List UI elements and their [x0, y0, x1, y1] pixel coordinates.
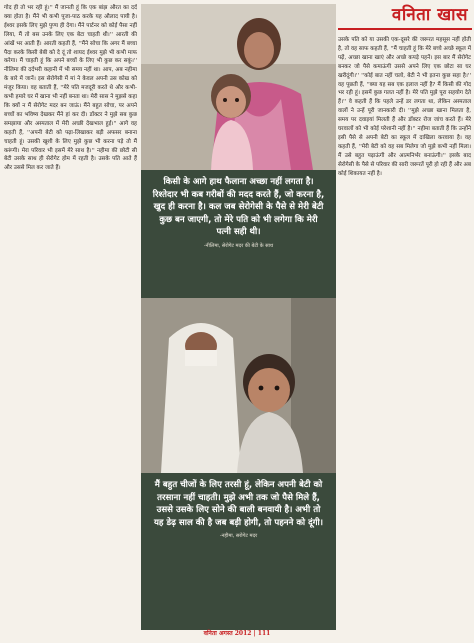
- magazine-header: [338, 2, 472, 30]
- photo-illustration: [141, 4, 336, 170]
- left-column-text: गोद ही तो भर रही हूं।'' मैं जानती हूं कि एक बांझ औरत का दर्द क्या होता है। मैंने भी कभी पूजा-पाठ करके यह औलाद पायी है। ईश्वर इसके लिए मुझे पुण्य ही देगा। मैंने पार्टनर को कोई पैसा नहीं लिया, मैं तो बस उनके लिए एक बेटा चाहती थी।'' आरती की आंखें भर आती हैं। आरती कहती हैं, ''मैंने सोचा कि अगर मैं बच्चा पैदा करके किसी बेबी को दे दूं तो शायद ईश्वर मुझे भी कभी माफ करेगा। मैं चाहती हूं कि अपने बच्चों के लिए भी कुछ कर सकूं।'' नीलिमा की दर्दभरी कहानी में भी समय नहीं था। आप, अब नहीमा के बारे में जानें। इस सेरोगेसी में मां ने केवल अपनी उस कोख को मंजूर किया। वह बताती हैं, ''मेरे पति मजदूरी करते थे और कभी-कभी हमारे घर में खाना भी नहीं बनता था। मेरी सास ने मुझसे कहा कि क्यों न मैं सेरोगेट मदर बन जाऊं। मैंने बहुत सोचा, पर अपने बच्चों का भविष्य देखकर मैंने हां कर दी। डॉक्टर ने मुझे सब कुछ समझाया और अस्पताल में मेरी अच्छी देखभाल हुई।'' आगे वह कहती हैं, ''अपनी बेटी को पढ़ा-लिखाकर बड़ी अफसर बनाना चाहती हूं। उसकी खुशी के लिए मुझे कुछ भी करना पड़े तो मैं करूंगी। मेरा परिवार भी इसमें मेरे साथ है।'' नहीमा की छोटी सी बेटी उसके साथ ही सेरोगेट होम में रहती है। उसके पति आते हैं और उससे मिल कर जाते हैं।: [4, 5, 137, 172]
- pull-quote-bottom-text: मैं बहुत चीजों के लिए तरसी हूं, लेकिन अपनी बेटी को तरसाना नहीं चाहती। मुझे अभी तक जो पैसे मिले हैं, उससे उसके लिए सोने की बाली बनवायी है। अभी तो यह डेढ़ साल की है जब बड़ी होगी, तो पहनने को दूंगी।: [153, 480, 324, 528]
- pull-quote-top-credit: -नीलिमा, सेरोगेट मदर की बेटी के साथ: [203, 242, 274, 249]
- photo-surrogate-with-child: [141, 298, 336, 473]
- photo-mother-with-baby: [141, 4, 336, 170]
- right-column-text: उसके पति को या उसकी एक-दूसरे की जरूरत महसूस नहीं होती है, तो वह साफ कहती हैं, ''मैं चाहती हूं कि मेरे बच्चे अच्छे स्कूल में पढ़ें, अच्छा खाना खाएं और अच्छे कपड़े पहनें। इस बार मैं सेरोगेट बनकर जो पैसे कमाऊंगी उससे अपने लिए एक छोटा सा घर खरीदूंगी।'' ''कोई बात नहीं चलो, बेटी ने भी इतना कुछ सहा है।'' वह पूछती हैं, ''क्या यह सब एक इलाज नहीं है? मैं किसी की गोद भर रही हूं। इसमें कुछ गलत नहीं है। मेरे पति मुझे पूरा सहयोग देते हैं।'' वे कहती हैं कि पहले उन्हें डर लगता था, लेकिन अस्पताल वालों ने उन्हें पूरी जानकारी दी। ''मुझे अच्छा खाना मिलता है, समय पर दवाइयां मिलती हैं और डॉक्टर रोज जांच करते हैं। मेरे घरवालों को भी कोई परेशानी नहीं है।'' नहीमा बताती हैं कि उन्होंने इसी पैसे से अपनी बेटी का स्कूल में दाखिला करवाया है। वह कहती हैं, ''मेरी बेटी को वह सब मिलेगा जो मुझे कभी नहीं मिला। मैं उसे बहुत पढ़ाऊंगी और आत्मनिर्भर बनाऊंगी।'' इसके बाद सेरोगेसी के पैसे से परिवार की सारी जरूरतें पूरी हो रही हैं और अब कोई शिकायत नहीं है।: [338, 37, 471, 177]
- article-right-column: [338, 36, 471, 626]
- pull-quote-top: [141, 170, 336, 298]
- article-left-column: [4, 4, 137, 626]
- page-footer: वनिता अगस्त 2012 | 111: [203, 630, 271, 637]
- header-rule: [338, 28, 472, 30]
- brand-logo: वनिता खास: [391, 5, 468, 25]
- pull-quote-bottom: [141, 473, 336, 630]
- pull-quote-top-text: किसी के आगे हाथ फैलाना अच्छा नहीं लगता है। रिश्तेदार भी कब गरीबों की मदद करते हैं, जो करना है, खुद ही करना है। कल जब सेरोगेसी के पैसे से मेरी बेटी कुछ बन जाएगी, तो मेरे पति को भी लगेगा कि मेरी पत्नी सही थी।: [152, 177, 325, 238]
- photo-illustration-bottom: [141, 298, 336, 473]
- pull-quote-bottom-credit: -नहीमा, सरोगेट मदर: [219, 533, 258, 540]
